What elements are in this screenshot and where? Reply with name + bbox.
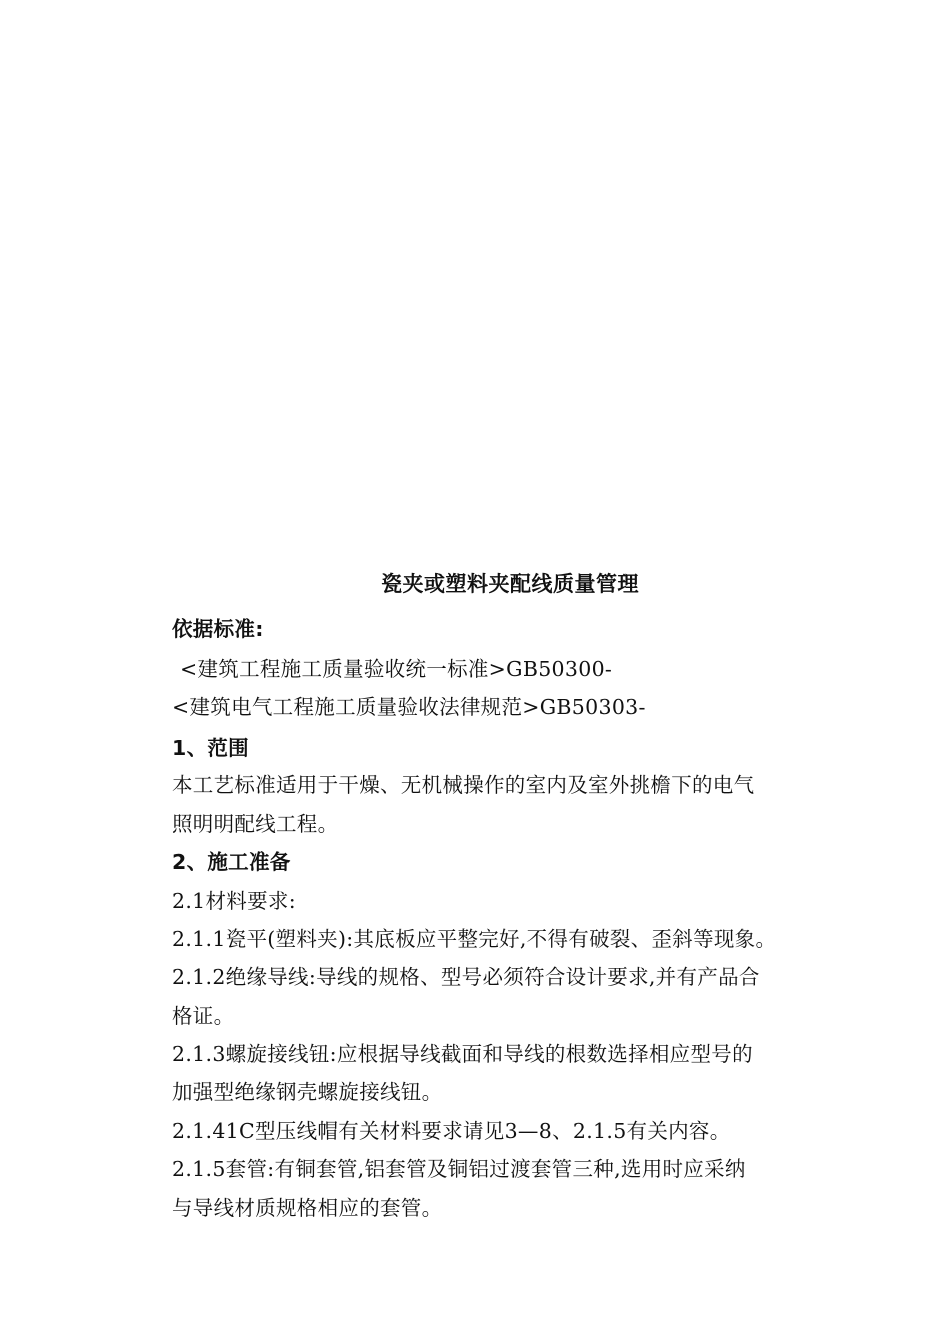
paragraph-line: 照明明配线工程。 (172, 812, 339, 836)
document-title: 瓷夹或塑料夹配线质量管理 (381, 572, 639, 596)
paragraph-line: 格证。 (172, 1004, 235, 1028)
basis-heading: 依据标准: (172, 617, 264, 641)
section-heading-scope: 1、范围 (172, 736, 249, 760)
standard-item: <建筑工程施工质量验收统一标准>GB50300- (180, 657, 613, 681)
paragraph-line: 2.1.3螺旋接线钮:应根据导线截面和导线的根数选择相应型号的 (172, 1042, 753, 1066)
paragraph-line: 2.1.41C型压线帽有关材料要求请见3—8、2.1.5有关内容。 (172, 1119, 731, 1143)
paragraph-line: 本工艺标准适用于干燥、无机械操作的室内及室外挑檐下的电气 (172, 773, 755, 797)
paragraph-line: 加强型绝缘钢壳螺旋接线钮。 (172, 1080, 443, 1104)
paragraph-line: 2.1.1瓷平(塑料夹):其底板应平整完好,不得有破裂、歪斜等现象。 (172, 927, 777, 951)
standard-item: <建筑电气工程施工质量验收法律规范>GB50303- (172, 695, 646, 719)
section-heading-preparation: 2、施工准备 (172, 850, 291, 874)
paragraph-line: 2.1材料要求: (172, 889, 296, 913)
paragraph-line: 2.1.5套管:有铜套管,铝套管及铜铝过渡套管三种,选用时应采纳 (172, 1157, 746, 1181)
paragraph-line: 与导线材质规格相应的套管。 (172, 1196, 443, 1220)
paragraph-line: 2.1.2绝缘导线:导线的规格、型号必须符合设计要求,并有产品合 (172, 965, 760, 989)
